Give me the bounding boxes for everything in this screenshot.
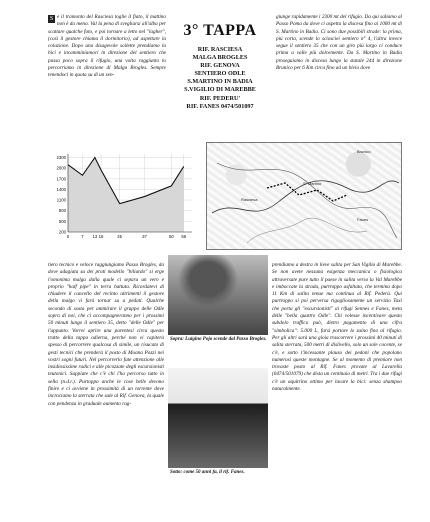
photo-caption-bottom: Sotto: come 50 anni fa, il rif. Fanes. bbox=[170, 470, 245, 475]
x-tick-label: 50 bbox=[168, 234, 174, 239]
column-3-text: giunge rapidamente i 2300 mt del rifugio. Da qui saliamo al Passo Poma da dove ci aspetta la discesa fino ai 1000 mt di S. Martino in Badia. Ci sono due possibili strade: la prima, più corta, scende lo sciosciei sentiero n° 4, l'altra invece segue il sentiero 35 che con un giro più largo ci conduce prima a valle più dolcemente. Da S. Martino in Badia proseguiamo in discesa lungo la statale 244 in direzione Brunico per 6 Km circa fino ad un bivio dove bbox=[276, 14, 402, 72]
route-list bbox=[168, 46, 272, 111]
photo-rifugio-fanes bbox=[168, 368, 268, 468]
column-4-text: tiero tecnico e veloce raggiungiamo Passo Brogles, da dove adagiata su dei prati modello "biliardo" si erge l'omonima malga dalla quale ci separa un vero e proprio "half pipe" in terra battuta. Ricordatevi di chiudere il cancello del recinto altrimenti il gestore della malgo vi farà tornar su a pedati. Qualche secondo di sosta per ammirare il gruppo delle Odle sopra di noi, che ci accompagneranno per i prossimi 50 minuti lungo il sentiero 35, detto "delle Odle" per l'appunto. Vorrei aprire una parentesi circa questo tratto della tappa odierna, perché non vi capiterà spesso di percorrere qualcosa di simile, un risucato di gesti tecnici che prenderà il posto di Moana Pozzi nei vostri sogni futuri. Nel percorrerlo fate attenzione alle insidiosissime radici e alle picozzate degli escursionisti teutonici. Sappiate che c'è chi l'ha percorso tutto in sella (n.d.r.). Purtoppo anche le cose belle devono finire e ci avviene in prossimità di un torrente dove incrociamo la sterrata che sale al Rif. Genova, la quale con pendenza in graduale aumento rag- bbox=[48, 262, 164, 407]
route-map-lines bbox=[207, 143, 402, 250]
x-tick-label: 56 bbox=[181, 234, 187, 239]
route-stop: RIF. FANES 0474/501097 bbox=[186, 102, 254, 110]
map-label: Brunico bbox=[357, 149, 371, 154]
x-tick-label: 7 bbox=[81, 234, 84, 239]
x-tick-label: 37 bbox=[142, 234, 147, 239]
y-tick-label: 200 bbox=[58, 229, 66, 235]
y-tick-label: 800 bbox=[58, 208, 66, 214]
elevation-area bbox=[68, 158, 184, 232]
column-1-text: e il tramonto del Rasciesa toglie il fiato, il mattino non è da meno. Val la pena di svegliarsi all'alba per scattare qualche foto, e poi tornare a letto nel "lagher", (così il gestore chiama il dormitorio), ad aspettare la colazione. Dopo una disagevole soilette prendiamo la bici e incamminiamoci in direzione del sentiero che passa poco sopra il rifugio, una volta raggiunto lo percorriamo in direzione di Malga Brogles. Sempre tenendoci in quota su di un sen- bbox=[48, 14, 166, 79]
stage-title: 3° TAPPA bbox=[183, 22, 257, 39]
route-stop: RIF. RASCIESA bbox=[197, 46, 243, 53]
route-stop: S.MARTINO IN BADIA bbox=[187, 78, 253, 86]
route-stop: MALGA BROGLES bbox=[192, 54, 248, 62]
elevation-profile-chart bbox=[48, 148, 198, 244]
x-tick-label: 13 bbox=[92, 234, 98, 239]
map-label: S. Martino bbox=[303, 181, 322, 186]
text-column-3 bbox=[276, 14, 402, 139]
text-column-6 bbox=[272, 262, 402, 500]
photo-cyclist-descending bbox=[168, 255, 268, 335]
photo-caption-top: Sopra: Luigino Pojo scende dal Passo Brogles. bbox=[170, 337, 267, 342]
text-column-4 bbox=[48, 262, 164, 500]
y-tick-label: 1100 bbox=[56, 197, 66, 203]
x-tick-label: 25 bbox=[117, 234, 123, 239]
route-stop: SENTIERO ODLE bbox=[194, 70, 246, 78]
y-tick-label: 2000 bbox=[56, 165, 66, 171]
x-tick-label: 0 bbox=[66, 234, 70, 239]
text-column-1 bbox=[48, 14, 166, 139]
route-stop: S.VIGILIO DI MAREBBE bbox=[184, 86, 256, 94]
y-tick-label: 1400 bbox=[56, 186, 66, 192]
stage-header bbox=[168, 14, 272, 139]
x-tick-label: 16 bbox=[98, 234, 104, 239]
y-tick-label: 500 bbox=[58, 218, 66, 224]
drop-cap: S bbox=[49, 16, 54, 22]
route-stop: RIF. GENOVA bbox=[200, 62, 240, 70]
column-6-text: prendiamo a destra in lieve salita per San Vigilio di Marebbe. Se non avete nessuna esigenza meccanica o fisiologica attraversate pure tutto il paese in salita verso la Val Marebbe e imboccate la strada, purtroppo asfaltata, che termina dopo 11 Km di salita tenue ma continua al Rif. Pederù. Qui purtroppo si poi perversa rigogliosamente un servizio Taxi che porta gli "escursionisti" ai rifugi Sennes e Fanes, meta delle "bella quattro Odle". Chi volesse incentivare questo subdolo traffico può, dietro pagamento di una cifra "simbolica": 5.000 L, farsi portare lo zaino fino al rifugio. Per gli altri sarà una gioia trascorrere i prossimi 40 minuti di salita sterrata, 500 metri di dislivello, solo un sole cocente, se c'è, e sotto l'incessante plauso dei pedoni che popolano numerosi queste montagne. Se al momento di premiare non trovaste posto al Rif. Fanes provate al Lavarella (0474/501079) che dista un centinaio di metri. Tra i due rifugi c'è un aquitrino ottimo per lavare la bici: senza shampoo naturalmente. bbox=[272, 262, 402, 393]
map-label: Fanes bbox=[357, 217, 369, 222]
map-label: Rasciesa bbox=[241, 197, 258, 202]
route-map bbox=[206, 142, 402, 250]
y-tick-label: 1700 bbox=[56, 176, 66, 182]
map-river bbox=[247, 218, 367, 243]
y-tick-label: 2300 bbox=[56, 155, 66, 161]
route-stop: RIF. PEDERU' bbox=[199, 94, 241, 102]
